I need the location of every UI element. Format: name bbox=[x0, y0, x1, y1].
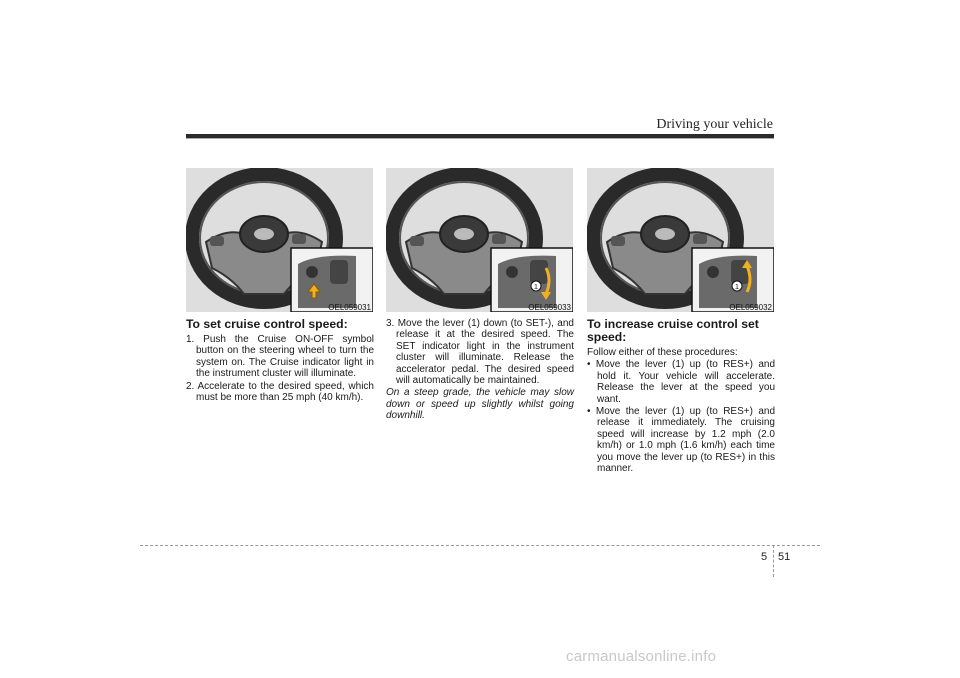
section-heading: To set cruise control speed: bbox=[186, 317, 348, 331]
column-increase-speed bbox=[587, 318, 775, 475]
footer-vertical-rule bbox=[773, 545, 774, 577]
list-item: • Move the lever (1) up (to RES+) and release it immediately. The cruising speed will increase by 1.2 mph (2.0 km/h) or 1.0 mph (1.6 km/h) each time you move the lever up (to RES+) in this manner. bbox=[587, 406, 775, 475]
steering-wheel-figure-3 bbox=[587, 168, 774, 312]
intro-text: Follow either of these procedures: bbox=[587, 347, 738, 358]
column-set-speed bbox=[186, 318, 374, 404]
list-item: 3. Move the lever (1) down (to SET-), and release it at the desired speed. The SET indicator light in the instrument cluster will illuminate. Release the accelerator pedal. The desired speed will automatically be maintained. bbox=[386, 318, 574, 387]
italic-note: On a steep grade, the vehicle may slow down or speed up slightly whilst going downhill. bbox=[386, 387, 574, 422]
page-header-title: Driving your vehicle bbox=[656, 117, 773, 132]
svg-text:1: 1 bbox=[534, 284, 538, 291]
steering-wheel-illustration bbox=[386, 168, 573, 312]
section-heading: To increase cruise control set speed: bbox=[587, 317, 759, 344]
column-set-speed-continued bbox=[386, 318, 574, 423]
figure-code: OEL059033 bbox=[528, 303, 571, 312]
header-rule-thin bbox=[186, 138, 774, 139]
page-number: 51 bbox=[778, 551, 791, 563]
watermark: carmanualsonline.info bbox=[566, 648, 717, 665]
svg-text:1: 1 bbox=[735, 284, 739, 291]
steering-wheel-figure-1 bbox=[186, 168, 373, 312]
list-item: • Move the lever (1) up (to RES+) and hold it. Your vehicle will accelerate. Release the lever at the speed you want. bbox=[587, 359, 775, 405]
footer-dotted-rule bbox=[140, 545, 820, 546]
section-number: 5 bbox=[761, 551, 768, 563]
list-item: 1. Push the Cruise ON-OFF symbol button on the steering wheel to turn the system on. The Cruise indicator light in the instrument cluster will illuminate. bbox=[186, 334, 374, 380]
list-item: 2. Accelerate to the desired speed, which must be more than 25 mph (40 km/h). bbox=[186, 380, 374, 404]
steering-wheel-illustration bbox=[186, 168, 373, 312]
figure-code: OEL059031 bbox=[328, 303, 371, 312]
steering-wheel-illustration bbox=[587, 168, 774, 312]
figure-code: OEL059032 bbox=[729, 303, 772, 312]
steering-wheel-figure-2 bbox=[386, 168, 573, 312]
